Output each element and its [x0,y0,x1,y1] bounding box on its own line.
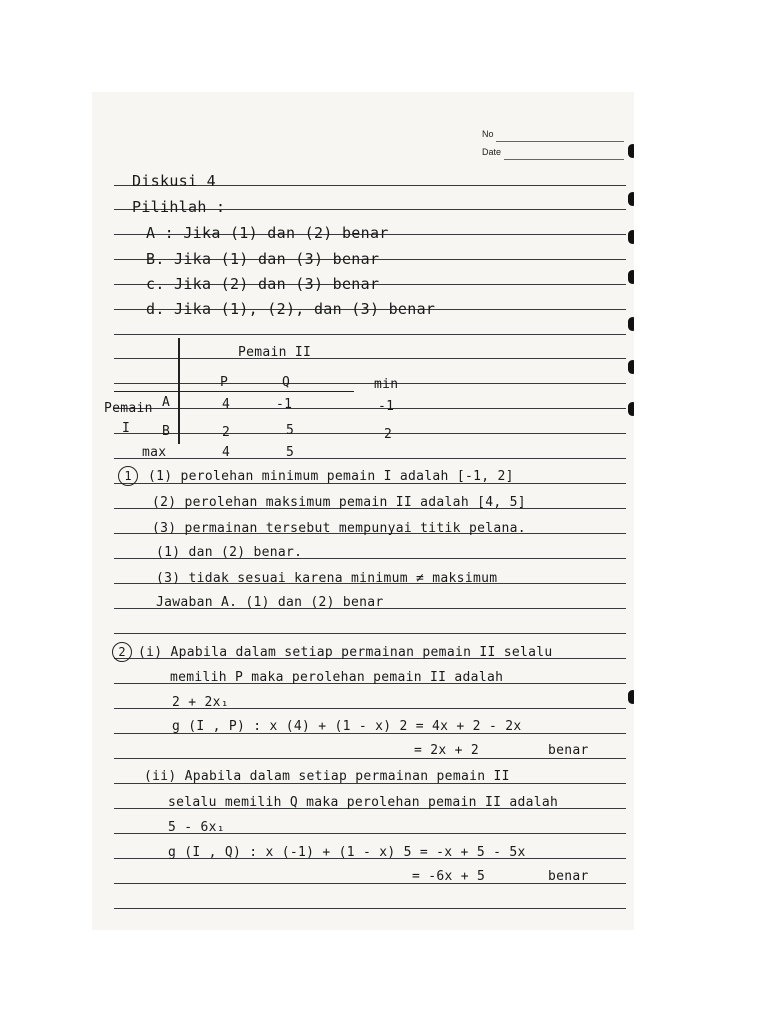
cell-b-q: 5 [286,423,295,438]
column-group-label: Pemain II [238,345,312,360]
no-label: No [482,129,494,139]
cell-a-p: 4 [222,397,231,412]
q1-line-5: (3) tidak sesuai karena minimum ≠ maksimum [156,571,498,586]
cell-a-q: -1 [276,397,293,412]
ruled-line [114,408,626,409]
date-label: Date [482,147,502,157]
notebook-page [92,92,634,930]
table-header-rule [114,391,354,392]
no-underline [496,141,624,142]
binding-hole [628,230,634,244]
cell-b-min: 2 [384,427,393,442]
cell-b-p: 2 [222,425,231,440]
max-row-label: max [142,445,167,460]
row-label-a: A [162,395,171,410]
q2-line-9: 5 - 6x₁ [168,820,225,835]
question-2-number: 2 [112,642,132,662]
q2-line-3: 2 + 2x₁ [172,695,229,710]
page-title: Diskusi 4 [132,172,216,190]
q2-line-11: = -6x + 5 [412,869,486,884]
binding-hole [628,317,634,331]
binding-hole [628,402,634,416]
binding-hole [628,690,634,704]
q1-line-3: (3) permainan tersebut mempunyai titik pelana. [152,521,526,536]
binding-hole [628,192,634,206]
max-cell-p: 4 [222,445,231,460]
ruled-line [114,908,626,909]
max-cell-q: 5 [286,445,295,460]
q1-answer: Jawaban A. (1) dan (2) benar [156,595,384,610]
q2-line-7: (ii) Apabila dalam setiap permainan pemain II [144,769,510,784]
row-label-b: B [162,424,171,439]
binding-hole [628,270,634,284]
q1-line-4: (1) dan (2) benar. [156,545,303,560]
column-header-p: P [220,375,229,390]
cell-a-min: -1 [378,399,395,414]
q2-line-4: g (I , P) : x (4) + (1 - x) 2 = 4x + 2 - 2x [172,719,522,734]
ruled-line [114,433,626,434]
date-underline [504,159,624,160]
row-group-number: I [122,421,131,436]
binding-hole [628,144,634,158]
question-1-number: 1 [118,466,138,486]
q2-line-8: selalu memilih Q maka perolehan pemain II adalah [168,795,559,810]
column-header-q: Q [282,375,291,390]
q1-line-1: (1) perolehan minimum pemain I adalah [-1, 2] [148,469,514,484]
ruled-line [114,334,626,335]
ruled-line [114,383,626,384]
column-header-min: min [374,377,399,392]
q2-verdict-2: benar [548,869,589,884]
q2-line-10: g (I , Q) : x (-1) + (1 - x) 5 = -x + 5 - 5x [168,845,526,860]
q2-verdict-1: benar [548,743,589,758]
q1-line-2: (2) perolehan maksimum pemain II adalah [4, 5] [152,495,526,510]
q2-line-2: memilih P maka perolehan pemain II adalah [170,670,504,685]
binding-hole [628,360,634,374]
q2-line-5: = 2x + 2 [414,743,480,758]
ruled-line [114,458,626,459]
option-c: c. Jika (2) dan (3) benar [146,275,380,293]
option-d: d. Jika (1), (2), dan (3) benar [146,300,436,318]
ruled-line [114,358,626,359]
ruled-line [114,633,626,634]
instructions-heading: Pilihlah : [132,198,226,216]
option-a: A : Jika (1) dan (2) benar [146,224,389,242]
option-b: B. Jika (1) dan (3) benar [146,250,380,268]
row-group-label: Pemain [104,401,153,416]
q2-line-1: (i) Apabila dalam setiap permainan pemain II selalu [138,645,553,660]
